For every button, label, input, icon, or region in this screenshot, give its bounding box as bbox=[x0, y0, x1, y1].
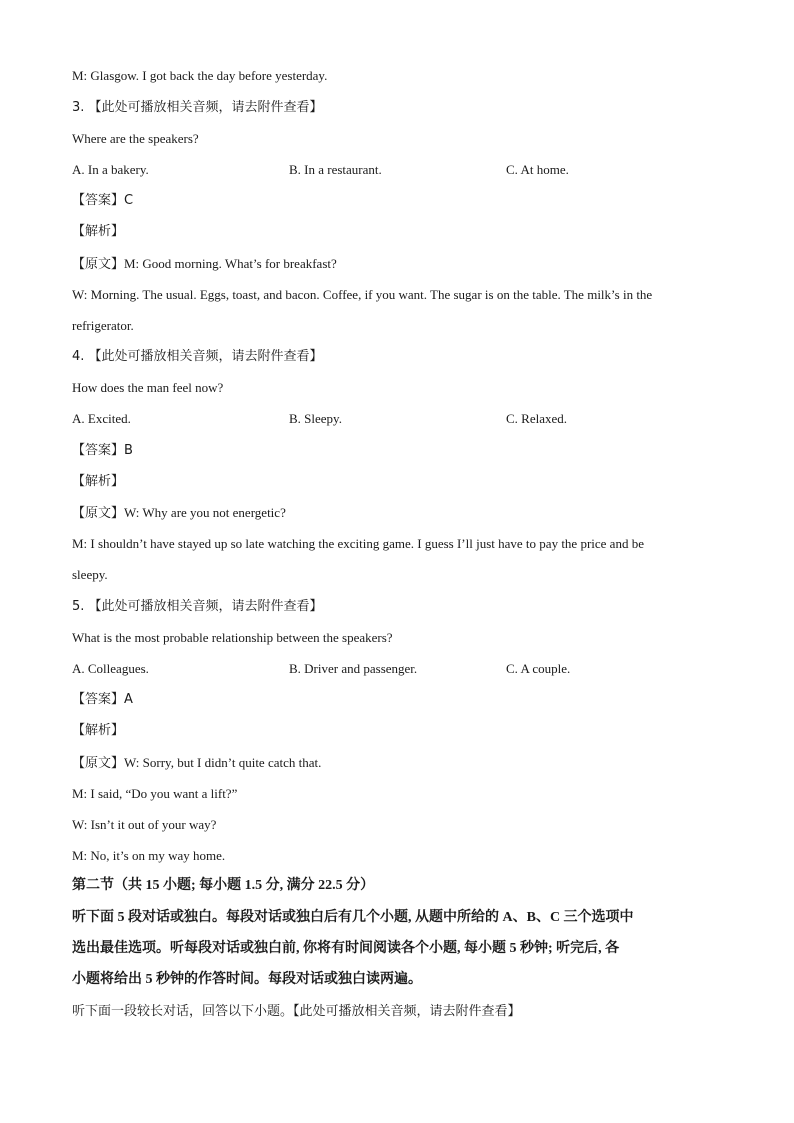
q3-option-a: A. In a bakery. bbox=[72, 162, 149, 177]
section2-instruction-line: 听下面 5 段对话或独白。每段对话或独白后有几个小题, 从题中所给的 A、B、C 三个选项中 bbox=[72, 910, 634, 925]
q5-transcript-line: M: No, it’s on my way home. bbox=[72, 848, 226, 863]
q3-transcript-line: W: Morning. The usual. Eggs, toast, and bacon. Coffee, if you want. The sugar is on the table. The milk’s in the bbox=[72, 287, 653, 302]
q3-option-b: B. In a restaurant. bbox=[289, 162, 382, 177]
section2-instruction-line: 小题将给出 5 秒钟的作答时间。每段对话或独白读两遍。 bbox=[72, 972, 422, 987]
q5-option-c: C. A couple. bbox=[506, 661, 571, 676]
q4-option-b: B. Sleepy. bbox=[289, 411, 342, 426]
q5-option-b: B. Driver and passenger. bbox=[289, 661, 418, 676]
q4-question: How does the man feel now? bbox=[72, 380, 224, 395]
q3-heading: 3. 【此处可播放相关音频，请去附件查看】 bbox=[72, 100, 323, 115]
q4-option-c: C. Relaxed. bbox=[506, 411, 568, 426]
q5-transcript-line: W: Isn’t it out of your way? bbox=[72, 817, 217, 832]
q4-transcript-line: 【原文】W: Why are you not energetic? bbox=[72, 505, 286, 520]
q5-analysis-label: 【解析】 bbox=[72, 723, 125, 738]
q3-transcript-line: 【原文】M: Good morning. What’s for breakfast? bbox=[72, 256, 337, 271]
q4-analysis-label: 【解析】 bbox=[72, 474, 125, 489]
section2-title: 第二节（共 15 小题; 每小题 1.5 分, 满分 22.5 分） bbox=[72, 878, 375, 893]
q5-transcript-line: 【原文】W: Sorry, but I didn’t quite catch that. bbox=[72, 755, 322, 770]
q3-option-c: C. At home. bbox=[506, 162, 569, 177]
q5-heading: 5. 【此处可播放相关音频，请去附件查看】 bbox=[72, 599, 323, 614]
q2-transcript-tail: M: Glasgow. I got back the day before yesterday. bbox=[72, 68, 328, 83]
q5-transcript-line: M: I said, “Do you want a lift?” bbox=[72, 786, 238, 801]
q4-transcript-line: M: I shouldn’t have stayed up so late watching the exciting game. I guess I’ll just have to pay the price and be bbox=[72, 536, 644, 551]
q4-option-a: A. Excited. bbox=[72, 411, 131, 426]
q3-answer: 【答案】C bbox=[72, 193, 134, 208]
q3-question: Where are the speakers? bbox=[72, 131, 199, 146]
section2-instruction-line: 选出最佳选项。听每段对话或独白前, 你将有时间阅读各个小题, 每小题 5 秒钟; 听完后, 各 bbox=[72, 941, 620, 956]
q3-transcript-line: refrigerator. bbox=[72, 318, 134, 333]
q3-analysis-label: 【解析】 bbox=[72, 224, 125, 239]
q5-option-a: A. Colleagues. bbox=[72, 661, 149, 676]
q5-answer: 【答案】A bbox=[72, 692, 133, 707]
section2-lead: 听下面一段较长对话，回答以下小题。【此处可播放相关音频，请去附件查看】 bbox=[72, 1004, 521, 1019]
q4-heading: 4. 【此处可播放相关音频，请去附件查看】 bbox=[72, 349, 323, 364]
q5-question: What is the most probable relationship between the speakers? bbox=[72, 630, 393, 645]
q4-transcript-line: sleepy. bbox=[72, 567, 108, 582]
q4-answer: 【答案】B bbox=[72, 443, 133, 458]
